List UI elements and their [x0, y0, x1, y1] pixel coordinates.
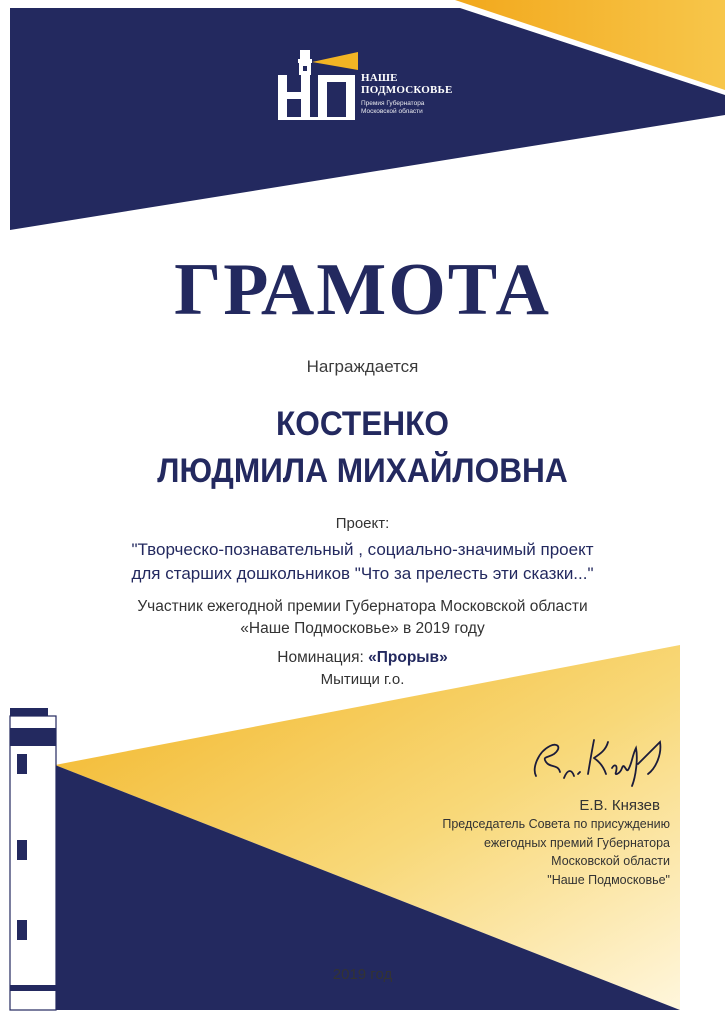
signatory-name: Е.В. Князев [579, 797, 660, 814]
handwritten-signature-icon [528, 728, 668, 790]
lighthouse-icon [10, 708, 56, 1010]
recipient-given-names: ЛЮДМИЛА МИХАЙЛОВНА [157, 452, 568, 490]
nomination [0, 649, 725, 667]
signatory-role [400, 815, 670, 889]
logo-subtitle-line1: Премия Губернатора [361, 100, 425, 107]
signatory-role-line2: ежегодных премий Губернатора [484, 835, 670, 850]
project-title [0, 538, 725, 586]
signatory-role-line4: "Наше Подмосковье" [547, 872, 670, 887]
logo-subtitle [361, 100, 424, 116]
recipient-surname: КОСТЕНКО [275, 405, 450, 443]
logo-name-line1: НАШЕ [361, 72, 398, 84]
awarded-label: Награждается [306, 357, 419, 376]
logo-name-line2: ПОДМОСКОВЬЕ [361, 84, 453, 96]
nomination-value: «Прорыв» [368, 649, 448, 666]
participant-text [0, 596, 725, 640]
logo-name [361, 72, 453, 96]
signatory-role-line3: Московской области [551, 854, 670, 868]
logo-subtitle-line2: Московской области [361, 108, 423, 115]
certificate-title: ГРАМОТА [174, 249, 551, 331]
lighthouse-np-logo-icon [278, 48, 358, 124]
participant-line1: Участник ежегодной премии Губернатора Московской области [137, 598, 588, 615]
project-title-line1: "Творческо-познавательный , социально-значимый проект [131, 540, 594, 559]
project-title-line2: для старших дошкольников "Что за прелесть эти сказки..." [131, 564, 594, 583]
project-label: Проект: [335, 515, 390, 532]
city: Мытищи г.о. [320, 671, 405, 688]
signatory-role-line1: Председатель Совета по присуждению [442, 817, 670, 831]
participant-line2: «Наше Подмосковье» в 2019 году [240, 620, 485, 637]
nomination-label: Номинация: [277, 649, 364, 666]
logo [278, 48, 478, 124]
certificate-year: 2019 год [332, 966, 393, 983]
